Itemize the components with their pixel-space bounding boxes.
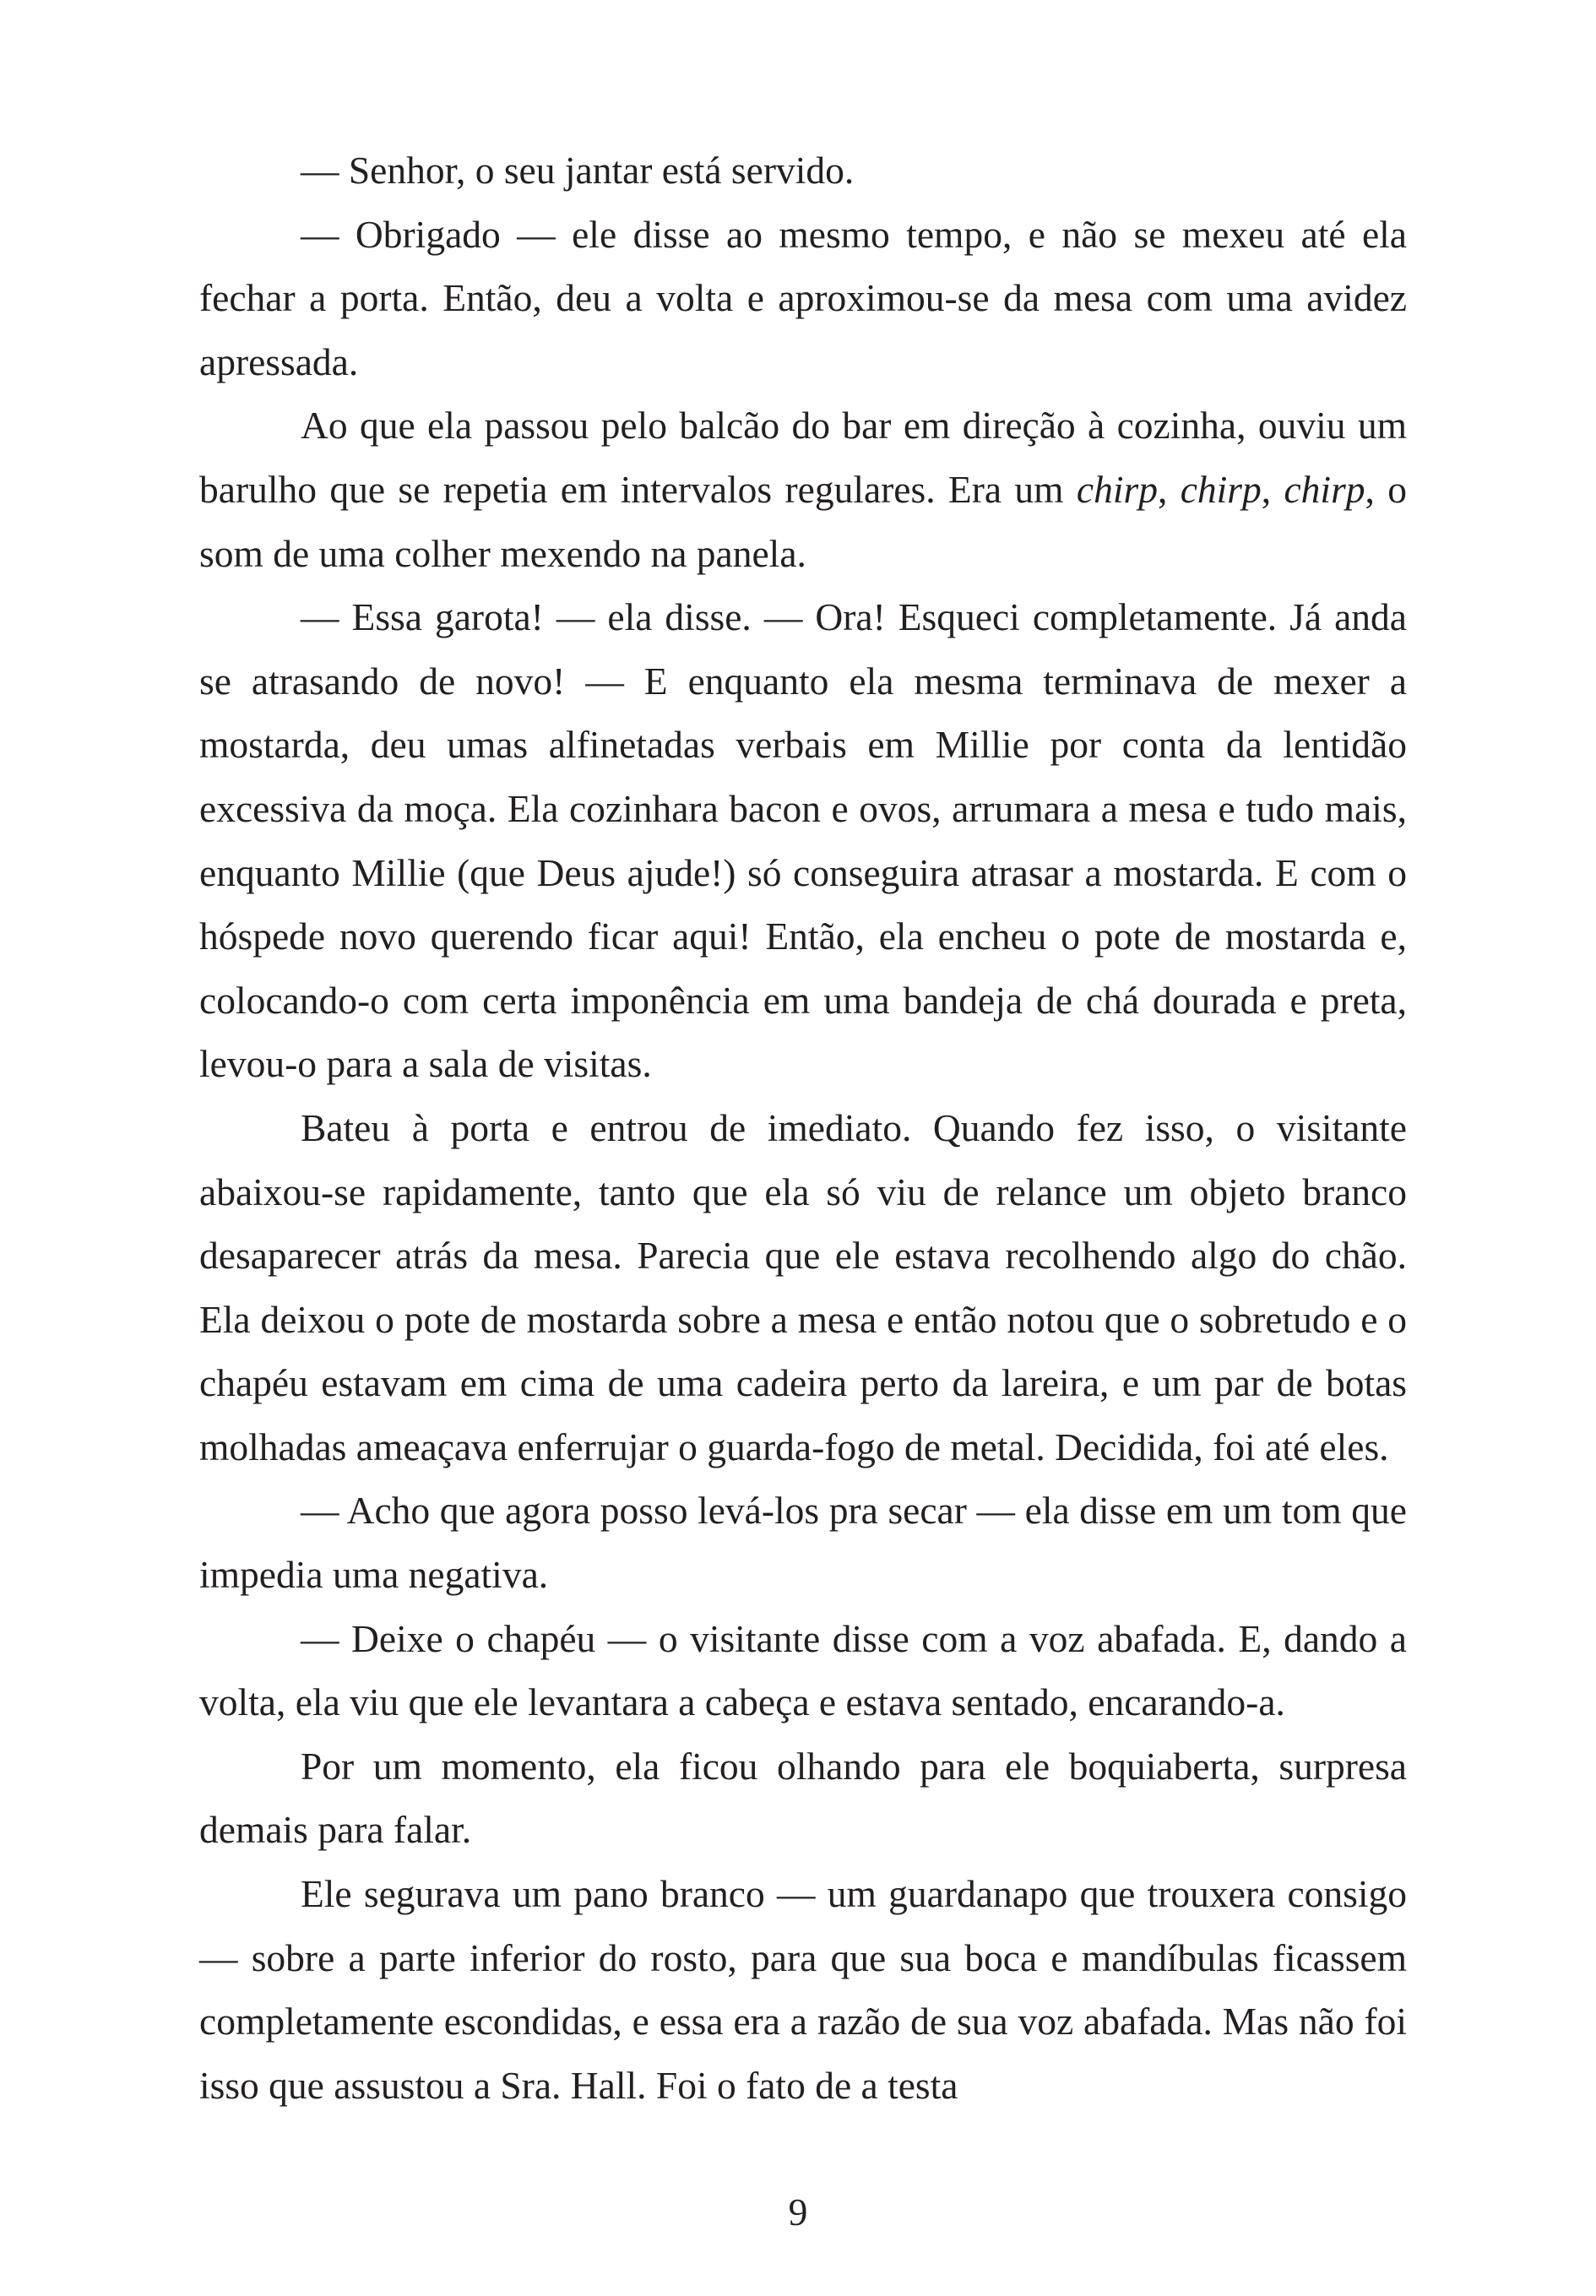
paragraph-6	[199, 1479, 1407, 1606]
body-text	[199, 138, 1407, 2117]
text-segment: Ele segurava um pano branco — um guardanapo que trouxera consigo — sobre a parte inferior do rosto, para que sua boca e mandíbulas ficassem completamente escondidas, e essa era a razão de sua voz abafada. Mas não foi isso que assustou a Sra. Hall. Foi o fato de a testa	[199, 1872, 1407, 2107]
paragraph-3	[199, 394, 1407, 585]
paragraph-2	[199, 203, 1407, 394]
text-segment: — Essa garota! — ela disse. — Ora! Esqueci completamente. Já anda se atrasando de novo! — E enquanto ela mesma terminava de mexer a mostarda, deu umas alfinetadas verbais em Millie por conta da lentidão excessiva da moça. Ela cozinhara bacon e ovos, arrumara a mesa e tudo mais, enquanto Millie (que Deus ajude!) só conseguira atrasar a mostarda. E com o hóspede novo querendo ficar aqui! Então, ela encheu o pote de mostarda e, colocando-o com certa imponência em uma bandeja de chá dourada e preta, levou-o para a sala de visitas.	[199, 595, 1407, 1086]
paragraph-9	[199, 1862, 1407, 2117]
text-segment: — Obrigado — ele disse ao mesmo tempo, e não se mexeu até ela fechar a porta. Então, deu a volta e aproximou-se da mesa com uma avidez apressada.	[199, 212, 1407, 383]
italic-word: chirp	[1180, 467, 1262, 511]
paragraph-7	[199, 1607, 1407, 1734]
text-segment: ,	[1261, 467, 1284, 511]
text-segment: Bateu à porta e entrou de imediato. Quando fez isso, o visitante abaixou-se rapidamente, tanto que ela só viu de relance um objeto branco desaparecer atrás da mesa. Parecia que ele estava recolhendo algo do chão. Ela deixou o pote de mostarda sobre a mesa e então notou que o sobretudo e o chapéu estavam em cima de uma cadeira perto da lareira, e um par de botas molhadas ameaçava enferrujar o guarda-fogo de metal. Decidida, foi até eles.	[199, 1105, 1407, 1468]
paragraph-1	[199, 138, 1407, 203]
text-segment: , o som de uma colher mexendo na panela.	[199, 467, 1408, 575]
italic-word: chirp	[1076, 467, 1158, 511]
text-segment: — Senhor, o seu jantar está servido.	[301, 149, 855, 192]
italic-word: chirp	[1284, 467, 1365, 511]
paragraph-8	[199, 1734, 1407, 1862]
paragraph-5	[199, 1096, 1407, 1479]
page-number: 9	[788, 2190, 808, 2234]
text-segment: Por um momento, ela ficou olhando para ele boquiaberta, surpresa demais para falar.	[199, 1744, 1407, 1852]
text-segment: — Deixe o chapéu — o visitante disse com a voz abafada. E, dando a volta, ela viu que ele levantara a cabeça e estava sentado, encarando-a.	[199, 1616, 1407, 1724]
text-segment: ,	[1157, 467, 1181, 511]
text-segment: — Acho que agora posso levá-los pra secar — ela disse em um tom que impedia uma negativa.	[199, 1489, 1407, 1597]
text-segment: Ao que ela passou pelo balcão do bar em direção à cozinha, ouviu um barulho que se repetia em intervalos regulares. Era um	[199, 404, 1407, 511]
paragraph-4	[199, 585, 1407, 1096]
